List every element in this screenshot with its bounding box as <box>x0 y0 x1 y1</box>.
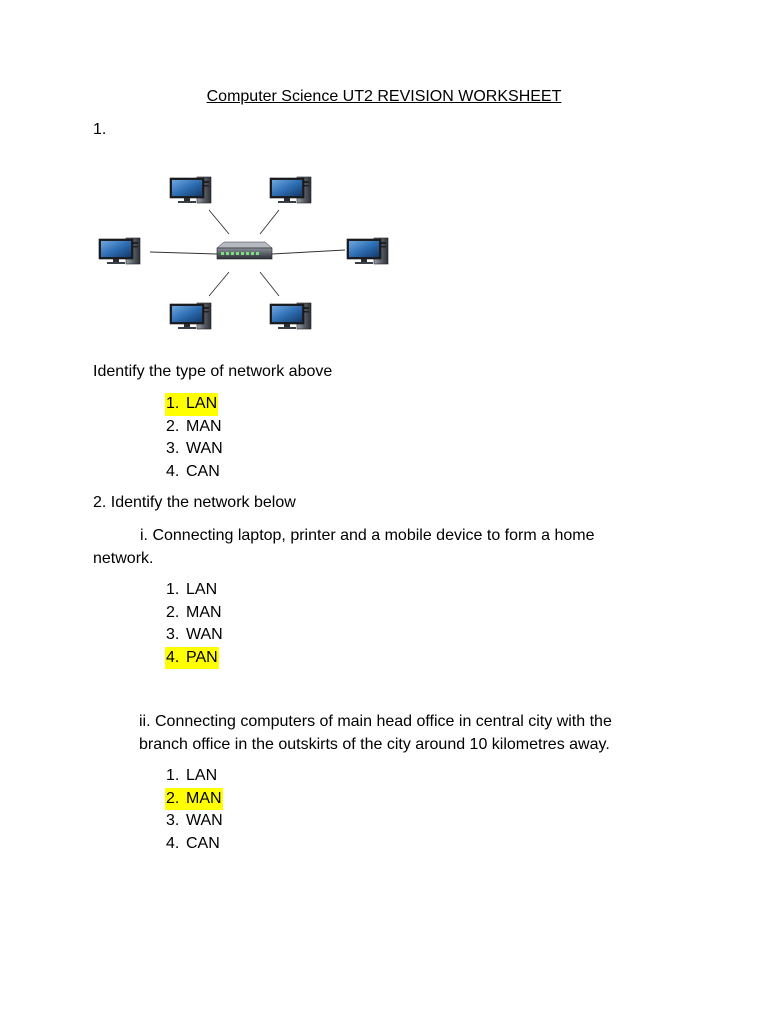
option-number: 4. <box>166 462 180 480</box>
option-text <box>165 438 224 461</box>
question-2-sub-i <box>93 524 653 570</box>
option-label: CAN <box>186 462 220 480</box>
option-number: 1. <box>166 767 180 784</box>
option-label: MAN <box>186 417 222 435</box>
option-label: WAN <box>186 626 223 643</box>
list-item <box>165 416 224 439</box>
option-label: WAN <box>186 440 223 457</box>
list-item <box>165 833 224 856</box>
option-label: WAN <box>186 812 223 829</box>
option-number: 3. <box>166 626 180 643</box>
option-text <box>165 416 223 439</box>
question-2-heading: 2. Identify the network below <box>93 494 296 511</box>
option-number: 3. <box>166 812 180 829</box>
option-label: LAN <box>186 767 218 784</box>
network-diagram <box>95 168 405 338</box>
computer-icon <box>347 238 388 264</box>
question-2-sub-ii: ii. Connecting computers of main head office in central city with the branch office in the outskirts of the city around 10 kilometres away. <box>139 713 612 753</box>
list-item <box>165 438 224 461</box>
page-title: Computer Science UT2 REVISION WORKSHEET <box>206 88 562 105</box>
list-item <box>165 579 224 602</box>
computer-icon <box>170 303 211 329</box>
computer-icon <box>270 177 311 203</box>
option-text <box>165 765 218 788</box>
network-switch-icon <box>217 242 272 259</box>
computer-icon <box>270 303 311 329</box>
option-text <box>165 461 221 484</box>
option-number: 1. <box>166 395 180 412</box>
list-item <box>165 788 224 811</box>
question-2-sub-i-text: i. Connecting laptop, printer and a mobile device to form a home network. <box>93 527 595 567</box>
list-item <box>165 602 224 625</box>
list-item <box>165 810 224 833</box>
option-text <box>165 833 221 856</box>
list-item <box>165 624 224 647</box>
option-label: LAN <box>186 395 218 412</box>
list-item <box>165 393 224 416</box>
question-2i-options <box>165 579 224 669</box>
option-text <box>165 393 218 416</box>
list-item <box>165 461 224 484</box>
option-text <box>165 647 219 670</box>
option-number: 1. <box>166 581 180 598</box>
list-item <box>165 765 224 788</box>
option-label: LAN <box>186 581 218 598</box>
question-1-options <box>165 393 224 483</box>
option-label: PAN <box>186 648 218 666</box>
option-label: CAN <box>186 834 220 852</box>
option-text <box>165 624 224 647</box>
question-1-number: 1. <box>93 121 107 138</box>
option-number: 4. <box>166 648 180 666</box>
option-text <box>165 788 223 811</box>
computer-icon <box>99 238 140 264</box>
option-number: 2. <box>166 603 180 621</box>
option-number: 2. <box>166 789 180 807</box>
option-number: 2. <box>166 417 180 435</box>
computer-icon <box>170 177 211 203</box>
option-text <box>165 579 218 602</box>
option-number: 3. <box>166 440 180 457</box>
option-text <box>165 602 223 625</box>
question-1-prompt: Identify the type of network above <box>93 363 333 380</box>
option-label: MAN <box>186 603 222 621</box>
option-label: MAN <box>186 789 222 807</box>
option-number: 4. <box>166 834 180 852</box>
list-item <box>165 647 224 670</box>
question-2ii-options <box>165 765 224 855</box>
option-text <box>165 810 224 833</box>
